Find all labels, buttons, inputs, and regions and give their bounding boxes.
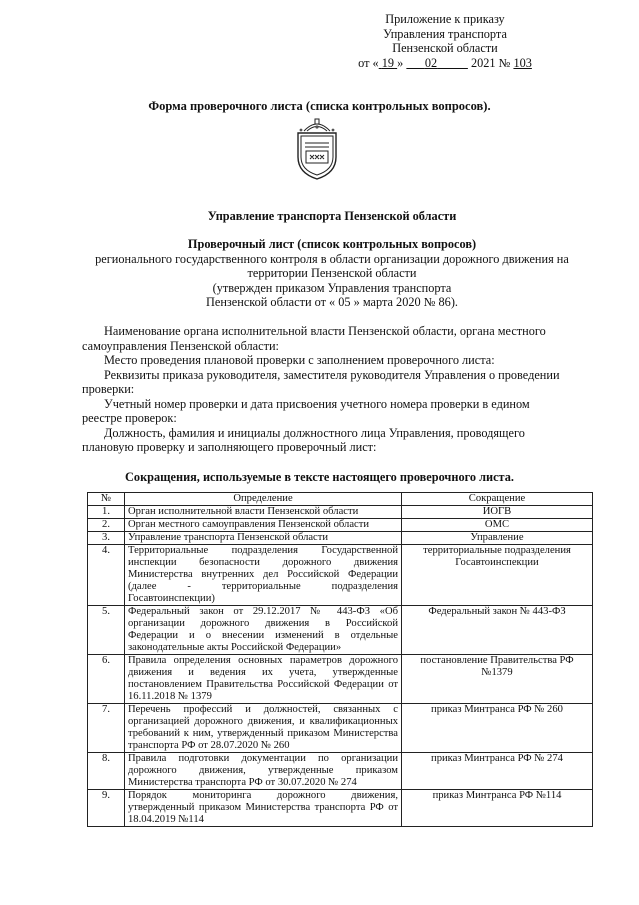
row-number: 4. [88, 545, 125, 606]
row-number: 6. [88, 655, 125, 704]
row-abbreviation: Федеральный закон № 443-ФЗ [402, 606, 593, 655]
row-definition: Орган местного самоуправления Пензенской области [125, 519, 402, 532]
header-date-line: от « 19 » 02 2021 № 103 [358, 55, 532, 70]
checklist-fields [82, 324, 590, 455]
row-number: 1. [88, 506, 125, 519]
field-registration-number-cont: реестре проверок: [82, 411, 177, 425]
abbreviations-title: Сокращения, используемые в тексте настоящего проверочного листа. [125, 470, 514, 484]
table-row [88, 655, 593, 704]
header-day: 19 [381, 55, 395, 70]
checklist-subtitle-1: регионального государственного контроля в области организации дорожного движения на [95, 251, 569, 266]
row-abbreviation: Управление [402, 532, 593, 545]
row-number: 5. [88, 606, 125, 655]
table-row [88, 545, 593, 606]
row-definition: Правила определения основных параметров дорожного движения и ведения их учета, утвержденные постановлением Правительства Российской Федерации от 16.11.2018 № 1379 [125, 655, 402, 704]
row-abbreviation: территориальные подразделения Госавтоинспекции [402, 545, 593, 606]
header-line-2: Управления транспорта [383, 26, 507, 41]
table-row [88, 532, 593, 545]
row-abbreviation: постановление Правительства РФ №1379 [402, 655, 593, 704]
table-row [88, 753, 593, 790]
field-authority-name: Наименование органа исполнительной власти Пензенской области, органа местного [104, 324, 546, 338]
header-month: 02 [424, 55, 438, 70]
checklist-heading [82, 237, 582, 310]
col-header-number: № [88, 493, 125, 506]
row-number: 2. [88, 519, 125, 532]
field-order-details-cont: проверки: [82, 382, 135, 396]
org-title: Управление транспорта Пензенской области [207, 209, 457, 223]
row-number: 8. [88, 753, 125, 790]
row-definition: Перечень профессий и должностей, связанных с организацией дорожного движения, и квалификационных требований к ним, утвержденный приказом Министерства транспорта РФ от 28.07.2020 № 260 [125, 704, 402, 753]
table-row [88, 506, 593, 519]
field-authority-name-cont: самоуправления Пензенской области: [82, 338, 279, 353]
row-abbreviation: ОМС [402, 519, 593, 532]
row-number: 9. [88, 790, 125, 827]
table-row [88, 519, 593, 532]
table-header-row [88, 493, 593, 506]
row-definition: Управление транспорта Пензенской области [125, 532, 402, 545]
row-abbreviation: приказ Минтранса РФ № 260 [402, 704, 593, 753]
field-inspection-place: Место проведения плановой проверки с заполнением проверочного листа: [104, 353, 495, 367]
row-definition: Федеральный закон от 29.12.2017 № 443-ФЗ «Об организации дорожного движения в Российской Федерации и о внесении изменений в отдельные законодательные акты Российской Федерации» [125, 606, 402, 655]
abbreviations-table [87, 492, 593, 827]
table-row [88, 790, 593, 827]
row-definition: Территориальные подразделения Государственной инспекции безопасности дорожного движения Министерства внутренних дел Российской Федерации (далее - территориальные подразделения Госавтоинспекции) [125, 545, 402, 606]
table-row [88, 704, 593, 753]
form-title: Форма проверочного листа (списка контрольных вопросов). [148, 99, 491, 113]
appendix-header [330, 12, 560, 70]
col-header-definition: Определение [125, 493, 402, 506]
row-number: 3. [88, 532, 125, 545]
row-number: 7. [88, 704, 125, 753]
col-header-abbreviation: Сокращение [402, 493, 593, 506]
row-definition: Правила подготовки документации по организации дорожного движения, утвержденные приказом Министерства транспорта РФ от 30.07.2020 № 274 [125, 753, 402, 790]
checklist-subtitle-3: (утвержден приказом Управления транспорта [212, 280, 452, 295]
checklist-subtitle-4: Пензенской области от « 05 » марта 2020 № 86). [206, 295, 458, 309]
row-definition: Орган исполнительной власти Пензенской области [125, 506, 402, 519]
coat-of-arms-icon [292, 117, 342, 181]
field-registration-number: Учетный номер проверки и дата присвоения учетного номера проверки в едином [104, 396, 530, 411]
table-row [88, 606, 593, 655]
row-definition: Порядок мониторинга дорожного движения, утвержденный приказом Министерства транспорта РФ от 18.04.2019 №114 [125, 790, 402, 827]
header-number: 103 [513, 55, 532, 70]
field-order-details: Реквизиты приказа руководителя, заместителя руководителя Управления о проведении [104, 367, 560, 382]
header-line-3: Пензенской области [392, 41, 498, 55]
row-abbreviation: приказ Минтранса РФ № 274 [402, 753, 593, 790]
row-abbreviation: ИОГВ [402, 506, 593, 519]
checklist-subtitle-2: территории Пензенской области [247, 266, 417, 280]
field-official-name-cont: плановую проверку и заполняющего проверочный лист: [82, 440, 377, 454]
header-line-1: Приложение к приказу [385, 12, 505, 26]
field-official-name: Должность, фамилия и инициалы должностного лица Управления, проводящего [104, 425, 525, 440]
row-abbreviation: приказ Минтранса РФ №114 [402, 790, 593, 827]
checklist-title: Проверочный лист (список контрольных вопросов) [187, 237, 477, 251]
